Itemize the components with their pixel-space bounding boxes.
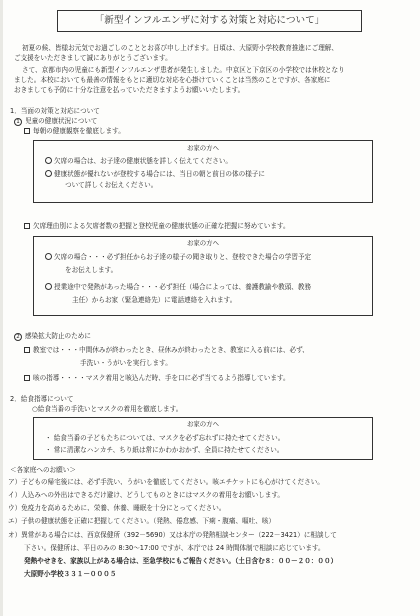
checkbox-icon (24, 347, 30, 353)
home-box-1-item-1 (45, 157, 232, 166)
intro-line-2: ご支援をいただきまして誠にありがとうございます。 (14, 54, 172, 62)
home-box-2-item-1 (45, 253, 311, 262)
home-box-1-item-2-cont: ついて詳しくお伝えください。 (65, 181, 158, 189)
sub-2-item-1-text: 教室では・・・中間休みが終わったとき、昼休みが終わったとき、教室に入る前には、必ず、 (33, 346, 309, 354)
check-item-2-text: 欠席理由別による欠席者数の把握と登校児童の健康状態の正確な把握に努めています。 (33, 222, 290, 230)
request-i: イ）人込みへの外出はできるだけ避け、どうしてものときにはマスクの着用をお願いします。 (8, 491, 285, 499)
circled-number-2: 2 (14, 333, 22, 341)
document-title: 「新型インフルエンザに対する対策と対応について」 (57, 10, 362, 32)
home-box-2-header: お家の方へ (187, 239, 219, 247)
intro-line-1: 初夏の候、皆様お元気でお過ごしのこととお喜び申し上げます。日頃は、大原野小学校教育推進にご理解、 (22, 44, 338, 52)
scan-edge (0, 0, 3, 616)
home-box-2-item-1-text: 欠席の場合・・・必ず担任からお子達の様子の聞き取りと、登校できた場合の学習予定 (54, 253, 312, 261)
sub-2-item-2-text: 咳の指導・・・・マスク着用と咳込んだ時、手を口に必ず当てるよう指導しています。 (33, 374, 290, 382)
home-box-3-header: お家の方へ (187, 420, 219, 428)
sub-2-item-1 (24, 346, 309, 355)
section-1-heading: 1．当面の対策と対応について (10, 107, 100, 115)
bullet-circle-icon (45, 157, 52, 164)
sub-2-label: 感染拡大防止のために (25, 332, 91, 340)
intro-line-4: ました。本校においても最善の情報をもとに適切な対応を心掛けていくことは当然のことですが、各家庭に (14, 76, 331, 84)
home-box-3-item-2: ・ 常に清潔なハンカチ、ちり紙は常にかわかおかず、全員に持たせてください。 (45, 446, 284, 454)
checkbox-icon (24, 375, 30, 381)
bullet-circle-icon (45, 253, 52, 260)
sub-2-heading (14, 332, 91, 341)
request-o-cont: 下さい。保健所は、平日のみの 8:30～17:00 ですが、本庁では 24 時間体制で相談に応じています。 (24, 544, 325, 552)
home-box-3-item-1: ・ 給食当番の子どもたちについては、マスクを必ず忘れずに持たせてください。 (45, 434, 285, 442)
check-item-1-text: 毎朝の健康観察を徹底します。 (33, 127, 125, 135)
home-box-1-item-1-text: 欠席の場合は、お子達の健康状態を詳しく伝えてください。 (54, 157, 233, 165)
request-e: エ）子供の健康状態を正確に把握してください。（発熱、倦怠感、下痢・腹痛、嘔吐、咳） (8, 517, 276, 525)
home-box-1-item-2 (45, 170, 265, 179)
circled-number-1: 1 (14, 118, 22, 126)
requests-heading: ＜各家庭へのお願い＞ (10, 466, 76, 474)
home-box-1-item-2-text: 健康状態が優れないが登校する場合には、当日の朝と前日の体の様子に (54, 170, 265, 178)
check-item-2 (24, 222, 290, 231)
intro-line-3: さて、京都市内の児童にも新型インフルエンザ患者が発生しました。中京区と下京区の小学校では休校となり (22, 66, 345, 74)
home-box-2-item-2-cont: 主任）からお家（緊急連絡先）に電話連絡を入れます。 (72, 296, 237, 304)
home-box-2-item-2 (45, 283, 311, 292)
section-2-heading: 2．給食指導について (10, 395, 74, 403)
bullet-circle-icon (45, 283, 52, 290)
request-a: ア）子どもの帰宅後には、必ず手洗い、うがいを徹底してください。咳エチケットにも心がけてください。 (8, 478, 324, 486)
section-2-line: ○給食当番の手洗いとマスクの着用を徹底します。 (32, 405, 183, 413)
checkbox-icon (24, 223, 30, 229)
sub-1-heading (14, 117, 97, 126)
check-item-1 (24, 127, 125, 136)
sub-2-item-1-cont: 手洗い・うがいを実行します。 (80, 359, 172, 367)
intro-line-5: おきましても予防に十分な注意を払っていただきますようお願いいたします。 (14, 86, 245, 94)
bullet-circle-icon (45, 170, 52, 177)
urgent-notice: 発熱やせきを、家族以上がある場合は、至急学校にもご報告ください。（土日含む８：００－２０：００） (24, 557, 338, 565)
checkbox-icon (24, 128, 30, 134)
home-box-2-item-2-text: 授業途中で発熱があった場合・・・必ず担任（場合によっては、養護教諭や教頭、教務 (54, 283, 312, 291)
request-u: ウ）免疫力を高めるために、栄養、休養、睡眠を十分にとってください。 (8, 504, 226, 512)
home-box-1-header: お家の方へ (187, 144, 219, 152)
sub-2-item-2 (24, 374, 290, 383)
sub-1-label: 児童の健康状況について (25, 117, 98, 125)
request-o: オ）異常がある場合には、西京保健所（392－5690）又は本庁の発熱相談センター（222－3421）に相談して (8, 531, 337, 539)
home-box-2-item-1-cont: をお伝えします。 (65, 266, 118, 274)
school-contact: 大原野小学校３３１－０００５ (24, 570, 117, 578)
